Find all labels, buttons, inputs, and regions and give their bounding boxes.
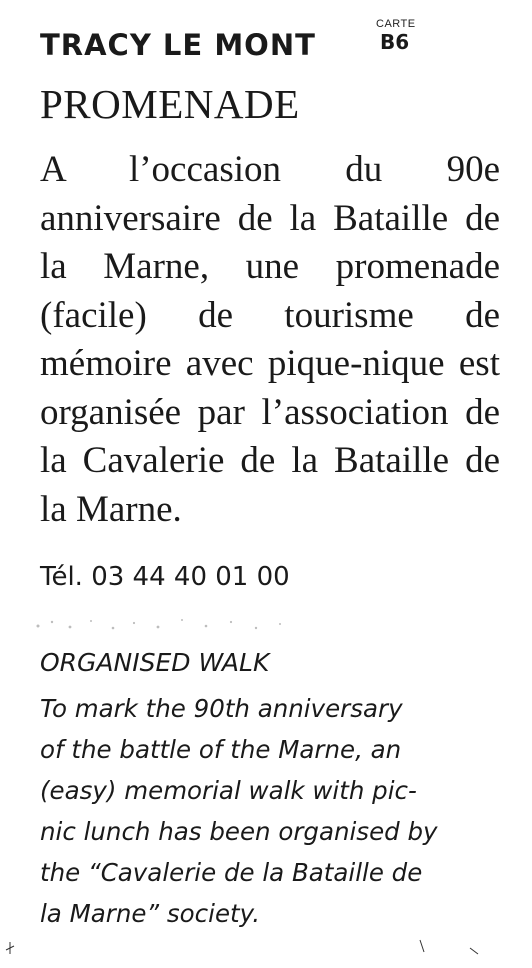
phone-number: Tél. 03 44 40 01 00 [40,562,290,592]
map-reference [376,18,436,54]
english-line: la Marne” society. [40,899,261,928]
print-smudge [30,612,290,638]
english-line: (easy) memorial walk with pic- [40,776,417,805]
english-line: the “Cavalerie de la Bataille de [40,858,423,887]
scan-marks [0,930,532,968]
french-title: PROMENADE [40,81,300,127]
listing-header [40,18,500,68]
town-name: TRACY LE MONT [40,28,316,62]
english-title: ORGANISED WALK [40,648,270,677]
english-description [40,688,500,934]
map-reference-label: CARTE [376,18,416,30]
english-line: of the battle of the Marne, an [40,735,402,764]
english-line: nic lunch has been organised by [40,817,438,846]
map-reference-code: B6 [380,30,410,54]
french-description: A l’occasion du 90e anniversaire de la Bataille de la Marne, une promenade (facile) de tourisme de mémoire avec pique-nique est organisée par l’association de la Cavalerie de la Bataille de la Marne. [40,149,500,530]
english-line: To mark the 90th anniversary [40,694,403,723]
